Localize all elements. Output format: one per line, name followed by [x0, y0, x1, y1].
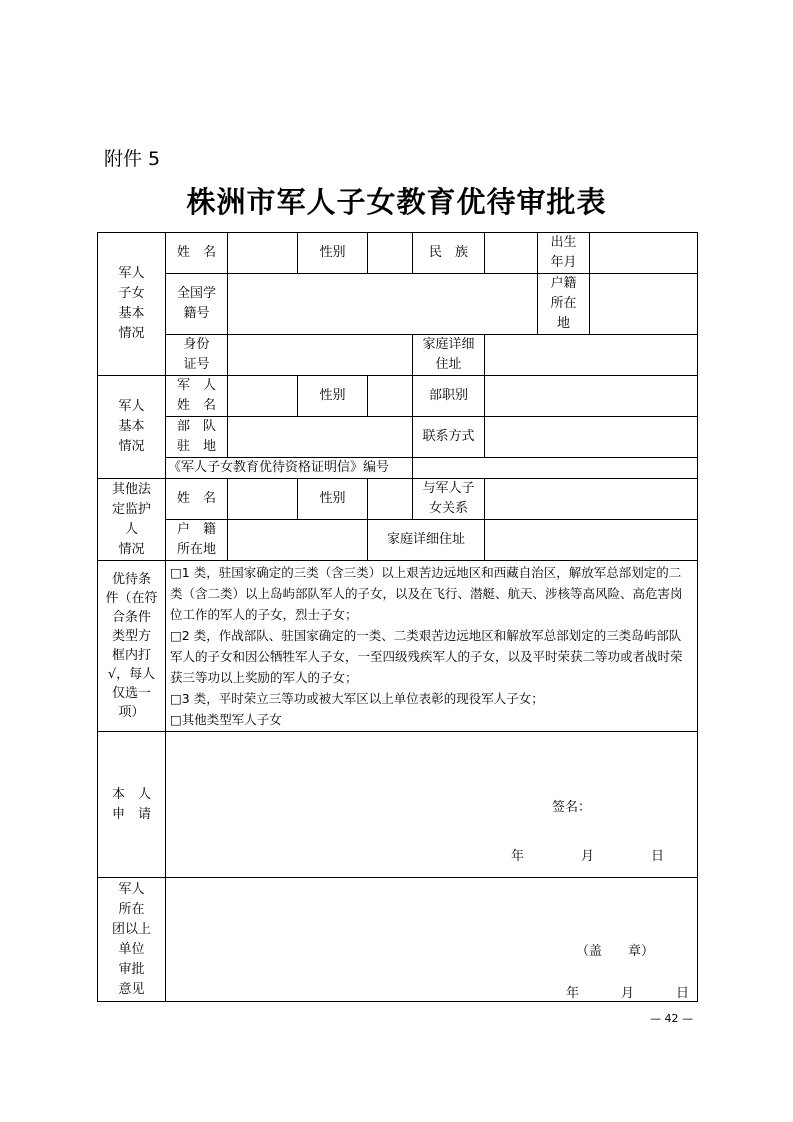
attachment-label: 附件 5: [104, 148, 161, 170]
guardian-gender-field[interactable]: [368, 479, 413, 520]
guardian-gender-label: 性别: [298, 479, 368, 520]
guardian-name-field[interactable]: [228, 479, 298, 520]
approval-day-label: 日: [676, 986, 690, 1001]
page-number: — 42 —: [650, 1012, 693, 1025]
id-number-label: 身份 证号: [166, 335, 228, 376]
unit-location-label: 部 队 驻 地: [166, 417, 228, 458]
soldier-rank-field[interactable]: [485, 376, 698, 417]
child-ethnicity-label: 民 族: [413, 233, 485, 274]
child-name-field[interactable]: [228, 233, 298, 274]
approval-form-table: [97, 232, 698, 1002]
child-address-label: 家庭详细 住址: [413, 335, 485, 376]
condition-option-1[interactable]: □1 类，驻国家确定的三类（含三类）以上艰苦边远地区和西藏自治区，解放军总部划定的二类（含二类）以上岛屿部队军人的子女，以及在飞行、潜艇、航天、涉核等高风险、高危害岗位工作的军人的子女，烈士子女；: [170, 565, 683, 622]
soldier-section-heading: 军人 基本 情况: [98, 376, 166, 479]
approval-year-label: 年: [566, 986, 580, 1001]
child-hukou-field[interactable]: [590, 274, 698, 335]
seal-label: （盖 章）: [576, 944, 655, 959]
application-year-label: 年: [511, 849, 525, 864]
student-id-field[interactable]: [228, 274, 538, 335]
guardian-hukou-label: 户 籍 所在地: [166, 520, 228, 561]
application-field[interactable]: [166, 732, 698, 878]
child-address-field[interactable]: [485, 335, 698, 376]
child-section-heading: 军人 子女 基本 情况: [98, 233, 166, 376]
child-birth-field[interactable]: [590, 233, 698, 274]
soldier-gender-field[interactable]: [368, 376, 413, 417]
guardian-relation-field[interactable]: [485, 479, 698, 520]
application-day-label: 日: [651, 849, 665, 864]
id-number-field[interactable]: [228, 335, 413, 376]
guardian-hukou-field[interactable]: [228, 520, 368, 561]
child-name-label: 姓 名: [166, 233, 228, 274]
contact-field[interactable]: [485, 417, 698, 458]
condition-option-other[interactable]: □其他类型军人子女: [170, 712, 282, 727]
conditions-heading: 优待条 件（在符 合条件 类型方 框内打 √，每人 仅选一 项）: [98, 561, 166, 732]
form-title: 株洲市军人子女教育优待审批表: [186, 185, 607, 219]
child-gender-label: 性别: [298, 233, 368, 274]
soldier-name-label: 军 人 姓 名: [166, 376, 228, 417]
condition-option-3[interactable]: □3 类，平时荣立三等功或被大军区以上单位表彰的现役军人子女；: [170, 691, 544, 706]
guardian-address-field[interactable]: [485, 520, 698, 561]
signature-label: 签名：: [552, 800, 592, 815]
conditions-options: [166, 561, 698, 732]
soldier-gender-label: 性别: [298, 376, 368, 417]
application-heading: 本 人 申 请: [98, 732, 166, 878]
guardian-address-label: 家庭详细住址: [368, 520, 485, 561]
unit-location-field[interactable]: [228, 417, 413, 458]
approval-field[interactable]: [166, 878, 698, 1002]
child-gender-field[interactable]: [368, 233, 413, 274]
child-birth-label: 出生 年月: [538, 233, 590, 274]
guardian-relation-label: 与军人子 女关系: [413, 479, 485, 520]
soldier-rank-label: 部职别: [413, 376, 485, 417]
condition-option-2[interactable]: □2 类，作战部队、驻国家确定的一类、二类艰苦边远地区和解放军总部划定的三类岛屿部队军人的子女和因公牺牲军人子女，一至四级残疾军人的子女，以及平时荣获二等功或者战时荣获三等功以上奖励的军人的子女；: [170, 628, 683, 685]
guardian-name-label: 姓 名: [166, 479, 228, 520]
child-ethnicity-field[interactable]: [485, 233, 538, 274]
certificate-number-field[interactable]: [413, 458, 698, 479]
child-hukou-label: 户籍 所在 地: [538, 274, 590, 335]
certificate-number-label: 《军人子女教育优待资格证明信》编号: [166, 458, 413, 479]
contact-label: 联系方式: [413, 417, 485, 458]
soldier-name-field[interactable]: [228, 376, 298, 417]
approval-heading: 军人 所在 团以上 单位 审批 意见: [98, 878, 166, 1002]
guardian-section-heading: 其他法 定监护 人 情况: [98, 479, 166, 561]
student-id-label: 全国学 籍号: [166, 274, 228, 335]
application-month-label: 月: [581, 849, 595, 864]
approval-month-label: 月: [621, 986, 635, 1001]
